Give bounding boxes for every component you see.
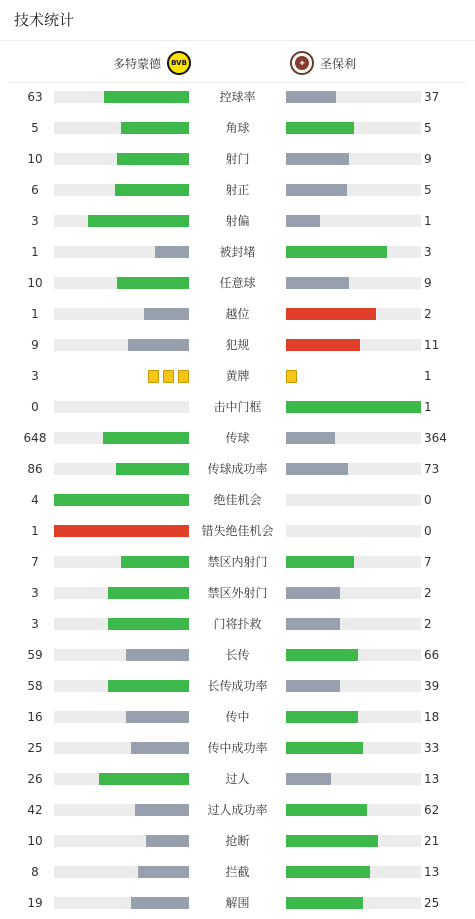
away-value: 62 — [424, 803, 440, 817]
away-value: 2 — [424, 307, 432, 321]
stat-label: 长传 — [225, 648, 250, 662]
home-bar-fill — [108, 587, 189, 599]
away-bar-track — [286, 587, 421, 599]
home-yellow-cards — [54, 370, 189, 383]
away-value: 3 — [424, 245, 432, 259]
away-bar-track — [286, 525, 421, 537]
stat-row — [0, 330, 475, 361]
home-bar-fill — [126, 649, 189, 661]
away-bar-track — [286, 618, 421, 630]
home-value: 8 — [31, 865, 39, 879]
home-bar-fill — [104, 91, 189, 103]
stat-label: 射正 — [225, 183, 250, 197]
home-bar-track — [54, 277, 189, 289]
away-yellow-cards — [286, 370, 421, 383]
away-bar-fill — [286, 587, 340, 599]
home-bar-fill — [99, 773, 189, 785]
stat-label: 过人 — [225, 772, 250, 786]
stat-label: 错失绝佳机会 — [201, 524, 274, 538]
home-value: 3 — [31, 617, 39, 631]
stat-label: 过人成功率 — [207, 803, 268, 817]
stat-row — [0, 702, 475, 733]
home-bar-fill — [138, 866, 189, 878]
away-value: 13 — [424, 772, 440, 786]
stat-label: 击中门框 — [213, 400, 262, 414]
stat-row — [0, 82, 475, 113]
away-bar-fill — [286, 680, 340, 692]
stat-row — [0, 609, 475, 640]
away-value: 21 — [424, 834, 440, 848]
stat-label: 被封堵 — [219, 245, 256, 259]
home-value: 9 — [31, 338, 39, 352]
away-bar-track — [286, 649, 421, 661]
away-bar-track — [286, 91, 421, 103]
home-value: 3 — [31, 586, 39, 600]
away-bar-fill — [286, 246, 387, 258]
away-team-name: 圣保利 — [320, 56, 357, 71]
home-bar-fill — [54, 525, 189, 537]
away-bar-fill — [286, 649, 358, 661]
home-bar-fill — [131, 897, 189, 909]
home-value: 1 — [31, 307, 39, 321]
away-value: 2 — [424, 586, 432, 600]
away-bar-fill — [286, 835, 378, 847]
home-bar-track — [54, 649, 189, 661]
away-value: 33 — [424, 741, 440, 755]
st-pauli-crest-icon — [290, 51, 314, 75]
home-bar-track — [54, 897, 189, 909]
stat-label: 射偏 — [225, 214, 250, 228]
stat-label: 抢断 — [225, 834, 250, 848]
away-bar-track — [286, 339, 421, 351]
stat-label: 拦截 — [225, 865, 250, 879]
stat-row — [0, 485, 475, 516]
stat-row — [0, 237, 475, 268]
home-bar-track — [54, 525, 189, 537]
stat-label: 禁区外射门 — [207, 586, 268, 600]
home-bar-fill — [117, 153, 189, 165]
away-value: 1 — [424, 369, 432, 383]
home-bar-track — [54, 556, 189, 568]
away-value: 364 — [424, 431, 447, 445]
header-divider — [0, 40, 475, 41]
away-bar-track — [286, 122, 421, 134]
home-value: 19 — [27, 896, 43, 910]
away-value: 11 — [424, 338, 440, 352]
home-bar-track — [54, 711, 189, 723]
stat-label: 传中成功率 — [207, 741, 268, 755]
home-team[interactable] — [113, 48, 191, 78]
home-bar-fill — [128, 339, 189, 351]
yellow-card-icon — [178, 370, 189, 383]
home-bar-fill — [121, 556, 189, 568]
home-value: 10 — [27, 276, 43, 290]
home-value: 7 — [31, 555, 39, 569]
bvb-crest-icon: BVB — [167, 51, 191, 75]
away-value: 9 — [424, 276, 432, 290]
page-title: 技术统计 — [14, 11, 75, 29]
home-bar-track — [54, 618, 189, 630]
away-value: 25 — [424, 896, 440, 910]
home-bar-fill — [144, 308, 189, 320]
home-value: 59 — [27, 648, 43, 662]
away-bar-track — [286, 680, 421, 692]
away-bar-track — [286, 153, 421, 165]
stat-label: 绝佳机会 — [213, 493, 262, 507]
away-value: 0 — [424, 493, 432, 507]
stat-label: 解围 — [225, 896, 250, 910]
home-bar-track — [54, 866, 189, 878]
home-bar-track — [54, 587, 189, 599]
home-value: 3 — [31, 369, 39, 383]
stat-row — [0, 733, 475, 764]
away-bar-fill — [286, 866, 370, 878]
stat-label: 射门 — [225, 152, 250, 166]
stat-row — [0, 671, 475, 702]
home-bar-track — [54, 463, 189, 475]
home-bar-track — [54, 184, 189, 196]
away-value: 1 — [424, 400, 432, 414]
home-bar-track — [54, 308, 189, 320]
stat-row — [0, 764, 475, 795]
stat-label: 长传成功率 — [207, 679, 268, 693]
stat-label: 传中 — [225, 710, 250, 724]
stat-label: 任意球 — [219, 276, 256, 290]
home-bar-fill — [116, 463, 189, 475]
away-value: 18 — [424, 710, 440, 724]
away-bar-fill — [286, 308, 376, 320]
home-bar-fill — [131, 742, 189, 754]
away-value: 13 — [424, 865, 440, 879]
home-bar-track — [54, 215, 189, 227]
stat-row — [0, 268, 475, 299]
home-bar-track — [54, 494, 189, 506]
home-bar-track — [54, 432, 189, 444]
away-bar-track — [286, 742, 421, 754]
home-bar-track — [54, 339, 189, 351]
home-bar-fill — [126, 711, 189, 723]
yellow-card-icon — [286, 370, 297, 383]
st-pauli-crest-inner: ✚ — [295, 56, 309, 70]
home-value: 16 — [27, 710, 43, 724]
home-value: 25 — [27, 741, 43, 755]
home-value: 648 — [23, 431, 47, 445]
away-bar-track — [286, 773, 421, 785]
away-bar-track — [286, 866, 421, 878]
home-value: 6 — [31, 183, 39, 197]
home-value: 58 — [27, 679, 43, 693]
home-bar-fill — [121, 122, 189, 134]
home-value: 63 — [27, 90, 43, 104]
stat-row — [0, 144, 475, 175]
away-value: 73 — [424, 462, 440, 476]
away-bar-fill — [286, 897, 363, 909]
away-bar-fill — [286, 339, 360, 351]
away-bar-track — [286, 494, 421, 506]
away-bar-fill — [286, 277, 349, 289]
home-bar-track — [54, 246, 189, 258]
stat-label: 禁区内射门 — [207, 555, 268, 569]
stat-row — [0, 113, 475, 144]
home-bar-fill — [103, 432, 189, 444]
stat-label: 传球成功率 — [207, 462, 268, 476]
home-value: 1 — [31, 245, 39, 259]
yellow-card-icon — [163, 370, 174, 383]
stat-row — [0, 423, 475, 454]
stat-row — [0, 516, 475, 547]
away-bar-track — [286, 401, 421, 413]
stat-row — [0, 547, 475, 578]
away-value: 5 — [424, 183, 432, 197]
away-value: 7 — [424, 555, 432, 569]
home-bar-fill — [115, 184, 189, 196]
stat-row — [0, 857, 475, 888]
home-value: 42 — [27, 803, 43, 817]
home-bar-track — [54, 835, 189, 847]
away-bar-track — [286, 835, 421, 847]
away-bar-track — [286, 215, 421, 227]
stat-row — [0, 206, 475, 237]
away-bar-track — [286, 711, 421, 723]
stat-label: 越位 — [225, 307, 250, 321]
stat-row — [0, 640, 475, 671]
away-bar-fill — [286, 215, 320, 227]
away-value: 0 — [424, 524, 432, 538]
away-value: 39 — [424, 679, 440, 693]
stat-row — [0, 578, 475, 609]
home-bar-fill — [146, 835, 189, 847]
home-bar-fill — [54, 494, 189, 506]
away-value: 5 — [424, 121, 432, 135]
stat-row — [0, 299, 475, 330]
stat-row — [0, 454, 475, 485]
home-bar-track — [54, 742, 189, 754]
away-bar-track — [286, 184, 421, 196]
away-value: 9 — [424, 152, 432, 166]
away-bar-track — [286, 463, 421, 475]
home-bar-track — [54, 122, 189, 134]
away-value: 37 — [424, 90, 440, 104]
home-bar-track — [54, 773, 189, 785]
home-value: 10 — [27, 152, 43, 166]
away-bar-track — [286, 277, 421, 289]
away-bar-fill — [286, 122, 354, 134]
stat-row — [0, 361, 475, 392]
stat-label: 传球 — [225, 431, 250, 445]
yellow-card-icon — [148, 370, 159, 383]
away-bar-fill — [286, 184, 347, 196]
home-bar-track — [54, 401, 189, 413]
home-value: 1 — [31, 524, 39, 538]
home-bar-fill — [88, 215, 189, 227]
home-value: 10 — [27, 834, 43, 848]
home-value: 4 — [31, 493, 39, 507]
home-value: 86 — [27, 462, 43, 476]
away-bar-fill — [286, 401, 421, 413]
away-bar-fill — [286, 432, 335, 444]
away-bar-track — [286, 432, 421, 444]
home-bar-track — [54, 153, 189, 165]
stat-row — [0, 826, 475, 857]
home-bar-fill — [108, 618, 189, 630]
stat-label: 门将扑救 — [213, 617, 262, 631]
home-value: 0 — [31, 400, 39, 414]
away-bar-track — [286, 897, 421, 909]
stat-row — [0, 392, 475, 423]
home-value: 5 — [31, 121, 39, 135]
home-value: 26 — [27, 772, 43, 786]
stat-label: 角球 — [225, 121, 250, 135]
home-bar-track — [54, 91, 189, 103]
home-bar-fill — [155, 246, 189, 258]
away-bar-track — [286, 308, 421, 320]
teams-header — [8, 48, 467, 78]
home-team-name: 多特蒙德 — [112, 56, 161, 71]
away-value: 1 — [424, 214, 432, 228]
away-team[interactable] — [290, 48, 356, 78]
away-bar-fill — [286, 742, 363, 754]
away-bar-fill — [286, 773, 331, 785]
stat-row — [0, 888, 475, 919]
stat-label: 黄牌 — [225, 369, 250, 383]
away-bar-track — [286, 804, 421, 816]
away-bar-fill — [286, 91, 336, 103]
stat-label: 犯规 — [225, 338, 250, 352]
away-bar-fill — [286, 463, 348, 475]
home-bar-fill — [108, 680, 189, 692]
away-bar-track — [286, 556, 421, 568]
away-bar-fill — [286, 153, 349, 165]
home-bar-fill — [135, 804, 189, 816]
away-bar-track — [286, 246, 421, 258]
away-bar-fill — [286, 711, 358, 723]
stat-row — [0, 175, 475, 206]
home-bar-fill — [117, 277, 189, 289]
home-bar-track — [54, 804, 189, 816]
stat-row — [0, 795, 475, 826]
stat-label: 控球率 — [219, 90, 256, 104]
away-bar-fill — [286, 618, 340, 630]
away-bar-fill — [286, 556, 354, 568]
away-value: 66 — [424, 648, 440, 662]
home-bar-track — [54, 680, 189, 692]
home-value: 3 — [31, 214, 39, 228]
away-bar-fill — [286, 804, 367, 816]
away-value: 2 — [424, 617, 432, 631]
